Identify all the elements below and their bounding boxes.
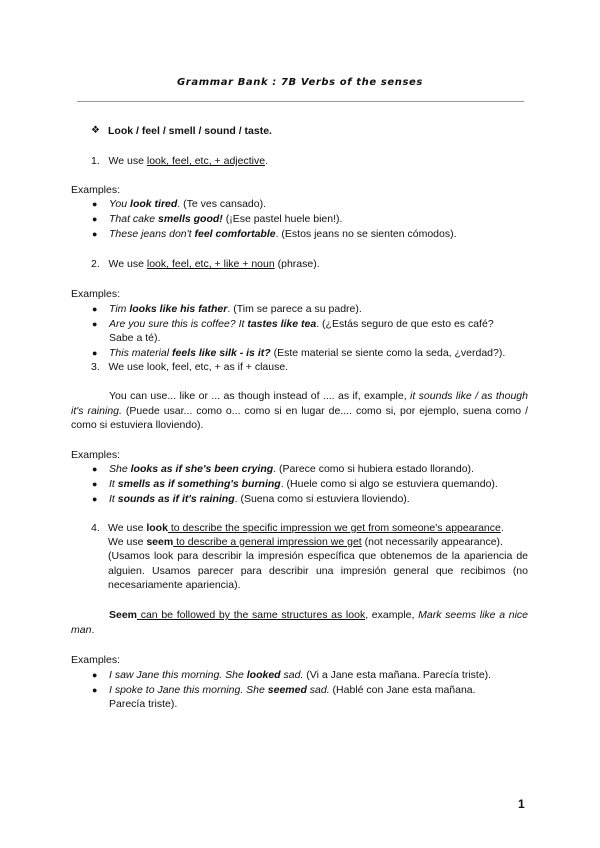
bullet-icon: ● xyxy=(92,479,98,489)
page-title: Grammar Bank : 7B Verbs of the senses xyxy=(177,77,423,88)
bullet-icon: ● xyxy=(92,348,98,358)
examples-label: Examples: xyxy=(71,449,121,461)
list-item: She looks as if she's been crying. (Parece como si hubiera estado llorando). xyxy=(109,463,474,475)
list-item: It sounds as if it's raining. (Suena como si estuviera lloviendo). xyxy=(109,493,410,505)
section-1 xyxy=(91,154,268,168)
list-number: 2. xyxy=(91,258,100,270)
section-heading: Look / feel / smell / sound / taste. xyxy=(108,125,272,137)
text: We use xyxy=(108,155,147,167)
list-item: This material feels like silk - is it? (Este material se siente como la seda, ¿verdad?). xyxy=(109,347,506,359)
underlined-text: look, feel, etc, + adjective xyxy=(146,155,266,167)
paragraph: Seem can be followed by the same structures as look, example, Mark seems like a nice man. xyxy=(71,609,528,636)
bullet-icon: ● xyxy=(92,214,98,224)
bullet-icon: ● xyxy=(92,685,98,695)
examples-label: Examples: xyxy=(71,654,121,666)
list-item: That cake smells good! (¡Ese pastel huele bien!). xyxy=(109,213,343,225)
section-2: 2. We use look, feel, etc, + like + noun (phrase). xyxy=(91,258,320,270)
list-item: You look tired. (Te ves cansado). xyxy=(109,198,267,210)
list-number: 3. xyxy=(91,361,100,373)
list-item: Are you sure this is coffee? It tastes like tea. (¿Estás seguro de que esto es café? xyxy=(109,318,494,330)
examples-label: Examples: xyxy=(71,288,121,300)
page-number: 1 xyxy=(518,797,525,811)
section-4-line: We use seem to describe a general impression we get (not necessarily appearance). xyxy=(108,536,503,548)
list-number: 1. xyxy=(91,155,100,167)
bullet-icon: ● xyxy=(92,304,98,314)
bullet-icon: ● xyxy=(92,319,98,329)
list-number: 4. xyxy=(91,522,100,534)
section-4-translation: (Usamos look para describir la impresión específica que obtenemos de la apariencia de alguien. Usamos parecer para describir una impresión general que recibimos (no necesariamente apariencia). xyxy=(108,550,528,591)
list-item: It smells as if something's burning. (Huele como si algo se estuviera quemando). xyxy=(109,478,498,490)
examples-label: Examples: xyxy=(71,184,121,196)
text: . xyxy=(265,155,268,167)
paragraph: You can use... like or ... as though instead of .... as if, example, it sounds like / as though it's raining. (Puede usar... como o... como si en lugar de.... como si, por ejemplo, suena como / como si estuviera lloviendo). xyxy=(71,390,528,431)
section-4-line: We use look to describe the specific impression we get from someone's appearance. xyxy=(108,522,504,534)
list-item-continuation: Sabe a té). xyxy=(109,332,161,344)
heading-bullet-icon: ❖ xyxy=(91,125,100,136)
bullet-icon: ● xyxy=(92,494,98,504)
bullet-icon: ● xyxy=(92,670,98,680)
bullet-icon: ● xyxy=(92,199,98,209)
list-item: I saw Jane this morning. She looked sad. (Vi a Jane esta mañana. Parecía triste). xyxy=(109,669,492,681)
section-3: 3. We use look, feel, etc, + as if + clause. xyxy=(91,361,289,373)
list-item-continuation: Parecía triste). xyxy=(109,698,178,710)
list-item: I spoke to Jane this morning. She seemed sad. (Hablé con Jane esta mañana. xyxy=(109,684,476,696)
title-divider xyxy=(77,101,524,102)
bullet-icon: ● xyxy=(92,229,98,239)
list-item: Tim looks like his father. (Tim se parece a su padre). xyxy=(109,303,362,315)
list-item: These jeans don't feel comfortable. (Estos jeans no se sienten cómodos). xyxy=(109,228,457,240)
bullet-icon: ● xyxy=(92,464,98,474)
